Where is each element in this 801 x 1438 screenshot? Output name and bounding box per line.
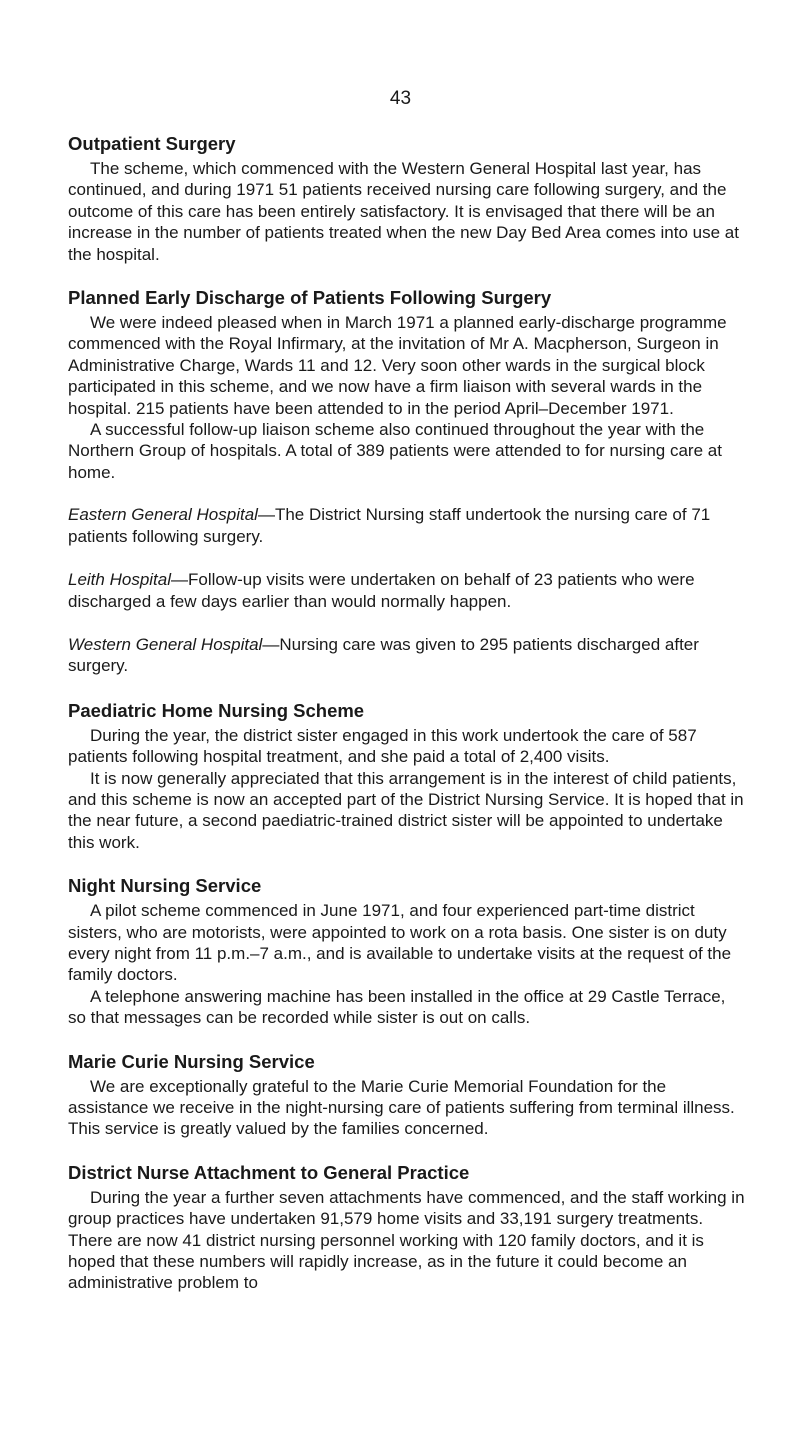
section-marie-curie (68, 1050, 746, 1140)
paragraph: A telephone answering machine has been installed in the office at 29 Castle Terrace, so that messages can be recorded while sister is out on calls. (68, 986, 726, 1028)
hospital-text: —Nursing care was given to 295 patients discharged after surgery. (68, 634, 699, 676)
section-heading: Marie Curie Nursing Service (68, 1050, 315, 1072)
page-content (68, 132, 746, 1315)
hospital-text: —Follow-up visits were undertaken on behalf of 23 patients who were discharged a few days earlier than would normally happen. (68, 570, 695, 611)
section-district-nurse-attachment (68, 1161, 746, 1294)
paragraph: During the year, the district sister engaged in this work undertook the care of 587 patients following hospital treatment, and she paid a total of 2,400 visits. (68, 725, 697, 767)
section-planned-early-discharge (68, 286, 746, 483)
section-heading: District Nurse Attachment to General Practice (68, 1161, 470, 1183)
hospital-name: Western General Hospital (68, 634, 263, 654)
paragraph: A pilot scheme commenced in June 1971, and four experienced part-time district sisters, who are motorists, were appointed to work on a rota basis. One sister is on duty every night from 11 p.m.–7 a.m., and is available to undertake visits at the request of the family doctors. (68, 901, 732, 985)
paragraph: During the year a further seven attachments have commenced, and the staff working in group practices have undertaken 91,579 home visits and 33,191 surgery treatments. There are now 41 district nursing personnel working with 120 family doctors, and it is hoped that these numbers will rapidly increase, as in the future it could become an administrative problem to (68, 1187, 745, 1293)
page-number: 43 (389, 88, 412, 109)
hospital-entry-western (68, 634, 746, 677)
paragraph: A successful follow-up liaison scheme also continued throughout the year with the Northern Group of hospitals. A total of 389 patients were attended to for nursing care at home. (68, 420, 722, 482)
paragraph: We are exceptionally grateful to the Marie Curie Memorial Foundation for the assistance we receive in the night-nursing care of patients suffering from terminal illness. This service is greatly valued by the families concerned. (68, 1076, 735, 1139)
paragraph: We were indeed pleased when in March 1971 a planned early-discharge programme commenced with the Royal Infirmary, at the invitation of Mr A. Macpherson, Surgeon in Administrative Charge, Wards 11 and 12. Very soon other wards in the surgical block participated in this scheme, and we now have a firm liaison with several wards in the hospital. 215 patients have been attended to in the period April–December 1971. (68, 313, 727, 418)
hospital-entry-leith (68, 569, 746, 612)
paragraph: It is now generally appreciated that this arrangement is in the interest of child patients, and this scheme is now an accepted part of the District Nursing Service. It is hoped that in the near future, a second paediatric-trained district sister will be appointed to undertake this work. (68, 768, 744, 852)
section-outpatient-surgery (68, 132, 746, 265)
section-heading: Outpatient Surgery (68, 133, 236, 154)
hospital-name: Leith Hospital (68, 570, 172, 590)
section-heading: Night Nursing Service (68, 875, 262, 897)
section-paediatric-home-nursing (68, 699, 746, 853)
paragraph: The scheme, which commenced with the Western General Hospital last year, has continued, and during 1971 51 patients received nursing care following surgery, and the outcome of this care has been entirely satisfactory. It is envisaged that there will be an increase in the number of patients treated when the new Day Bed Area comes into use at the hospital. (68, 159, 739, 264)
hospital-entry-eastern (68, 504, 746, 547)
hospital-name: Eastern General Hospital (68, 505, 258, 525)
section-heading: Paediatric Home Nursing Scheme (68, 699, 365, 721)
section-night-nursing (68, 874, 746, 1028)
section-heading: Planned Early Discharge of Patients Following Surgery (68, 287, 552, 309)
hospital-text: —The District Nursing staff undertook the nursing care of 71 patients following surgery. (68, 505, 711, 546)
